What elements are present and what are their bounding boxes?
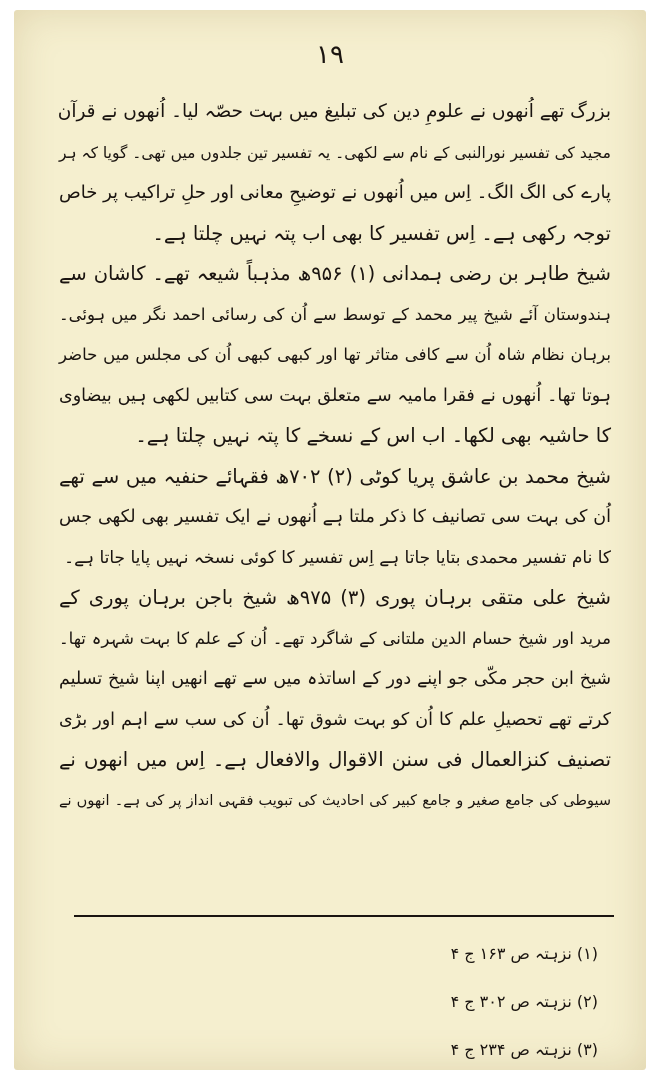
text-line: شیخ محمد بن عاشق پریا کوٹی (۲) ۷۰۲ھ فقہائے حنفیہ میں سے تھے [59, 464, 611, 488]
footnote: (۲) نزہتہ ص ۳۰۲ ج ۴ [450, 992, 598, 1011]
footnotes [451, 930, 598, 1070]
text-line: ہوتا تھا۔ اُنھوں نے فقرا مامیہ سے متعلق بہت سی کتابیں لکھی ہیں بیضاوی [59, 385, 611, 406]
text-line: ہندوستان آئے شیخ پیر محمد کے توسط سے اُن کی رسائی احمد نگر میں ہوئی۔ [59, 304, 611, 324]
footnote-divider [74, 915, 614, 917]
body-text [59, 92, 611, 821]
footnote: (۳) نزہتہ ص ۲۳۴ ج ۴ [450, 1040, 598, 1059]
text-line: اُن کی بہت سی تصانیف کا ذکر ملتا ہے اُنھوں نے ایک تفسیر بھی لکھی جس [59, 507, 611, 527]
text-line: سیوطی کی جامع صغیر و جامع کبیر کی احادیث کی تبویب فقہی انداز پر کی ہے۔ انھوں نے [59, 792, 611, 809]
book-page [14, 10, 646, 1070]
text-line: کرتے تھے تحصیلِ علم کا اُن کو بہت شوق تھا۔ اُن کی سب سے اہم اور بڑی [59, 709, 611, 730]
footnote: (۱) نزہتہ ص ۱۶۳ ج ۴ [450, 944, 598, 963]
page-number: ١٩ [316, 40, 344, 70]
text-line: شیخ علی متقی برہان پوری (۳) ۹۷۵ھ شیخ باجن برہان پوری کے [59, 586, 611, 609]
text-line: برہان نظام شاہ اُن سے کافی متاثر تھا اور کبھی کبھی اُن کی مجلس میں حاضر [59, 345, 611, 364]
text-line: بزرگ تھے اُنھوں نے علومِ دین کی تبلیغ میں بہت حصّہ لیا۔ اُنھوں نے قرآن [57, 101, 611, 122]
text-line: کا نام تفسیر محمدی بتایا جاتا ہے اِس تفسیر کا کوئی نسخہ نہیں پایا جاتا ہے۔ [64, 547, 611, 568]
text-line: شیخ طاہر بن رضی ہمدانی (۱) ۹۵۶ھ مذہباً شیعہ تھے۔ کاشان سے [59, 262, 611, 285]
text-line: کا حاشیہ بھی لکھا۔ اب اس کے نسخے کا پتہ نہیں چلتا ہے۔ [135, 424, 611, 447]
text-line: توجہ رکھی ہے۔ اِس تفسیر کا بھی اب پتہ نہیں چلتا ہے۔ [152, 221, 611, 245]
text-line: تصنیف کنزالعمال فی سنن الاقوال والافعال ہے۔ اِس میں انھوں نے [59, 748, 611, 771]
text-line: شیخ ابن حجر مکّی جو اپنے دور کے اساتذہ میں سے تھے انھیں اپنا شیخ تسلیم [59, 669, 611, 689]
text-line: پارے کی الگ الگ۔ اِس میں اُنھوں نے توضیحِ معانی اور حلِ تراکیب پر خاص [59, 182, 611, 203]
text-line: مجید کی تفسیر نورالنبی کے نام سے لکھی۔ یہ تفسیر تین جلدوں میں تھی۔ گویا کہ ہر [58, 143, 611, 162]
text-line: مرید اور شیخ حسام الدین ملتانی کے شاگرد تھے۔ اُن کے علم کا بہت شہرہ تھا۔ [59, 628, 611, 648]
